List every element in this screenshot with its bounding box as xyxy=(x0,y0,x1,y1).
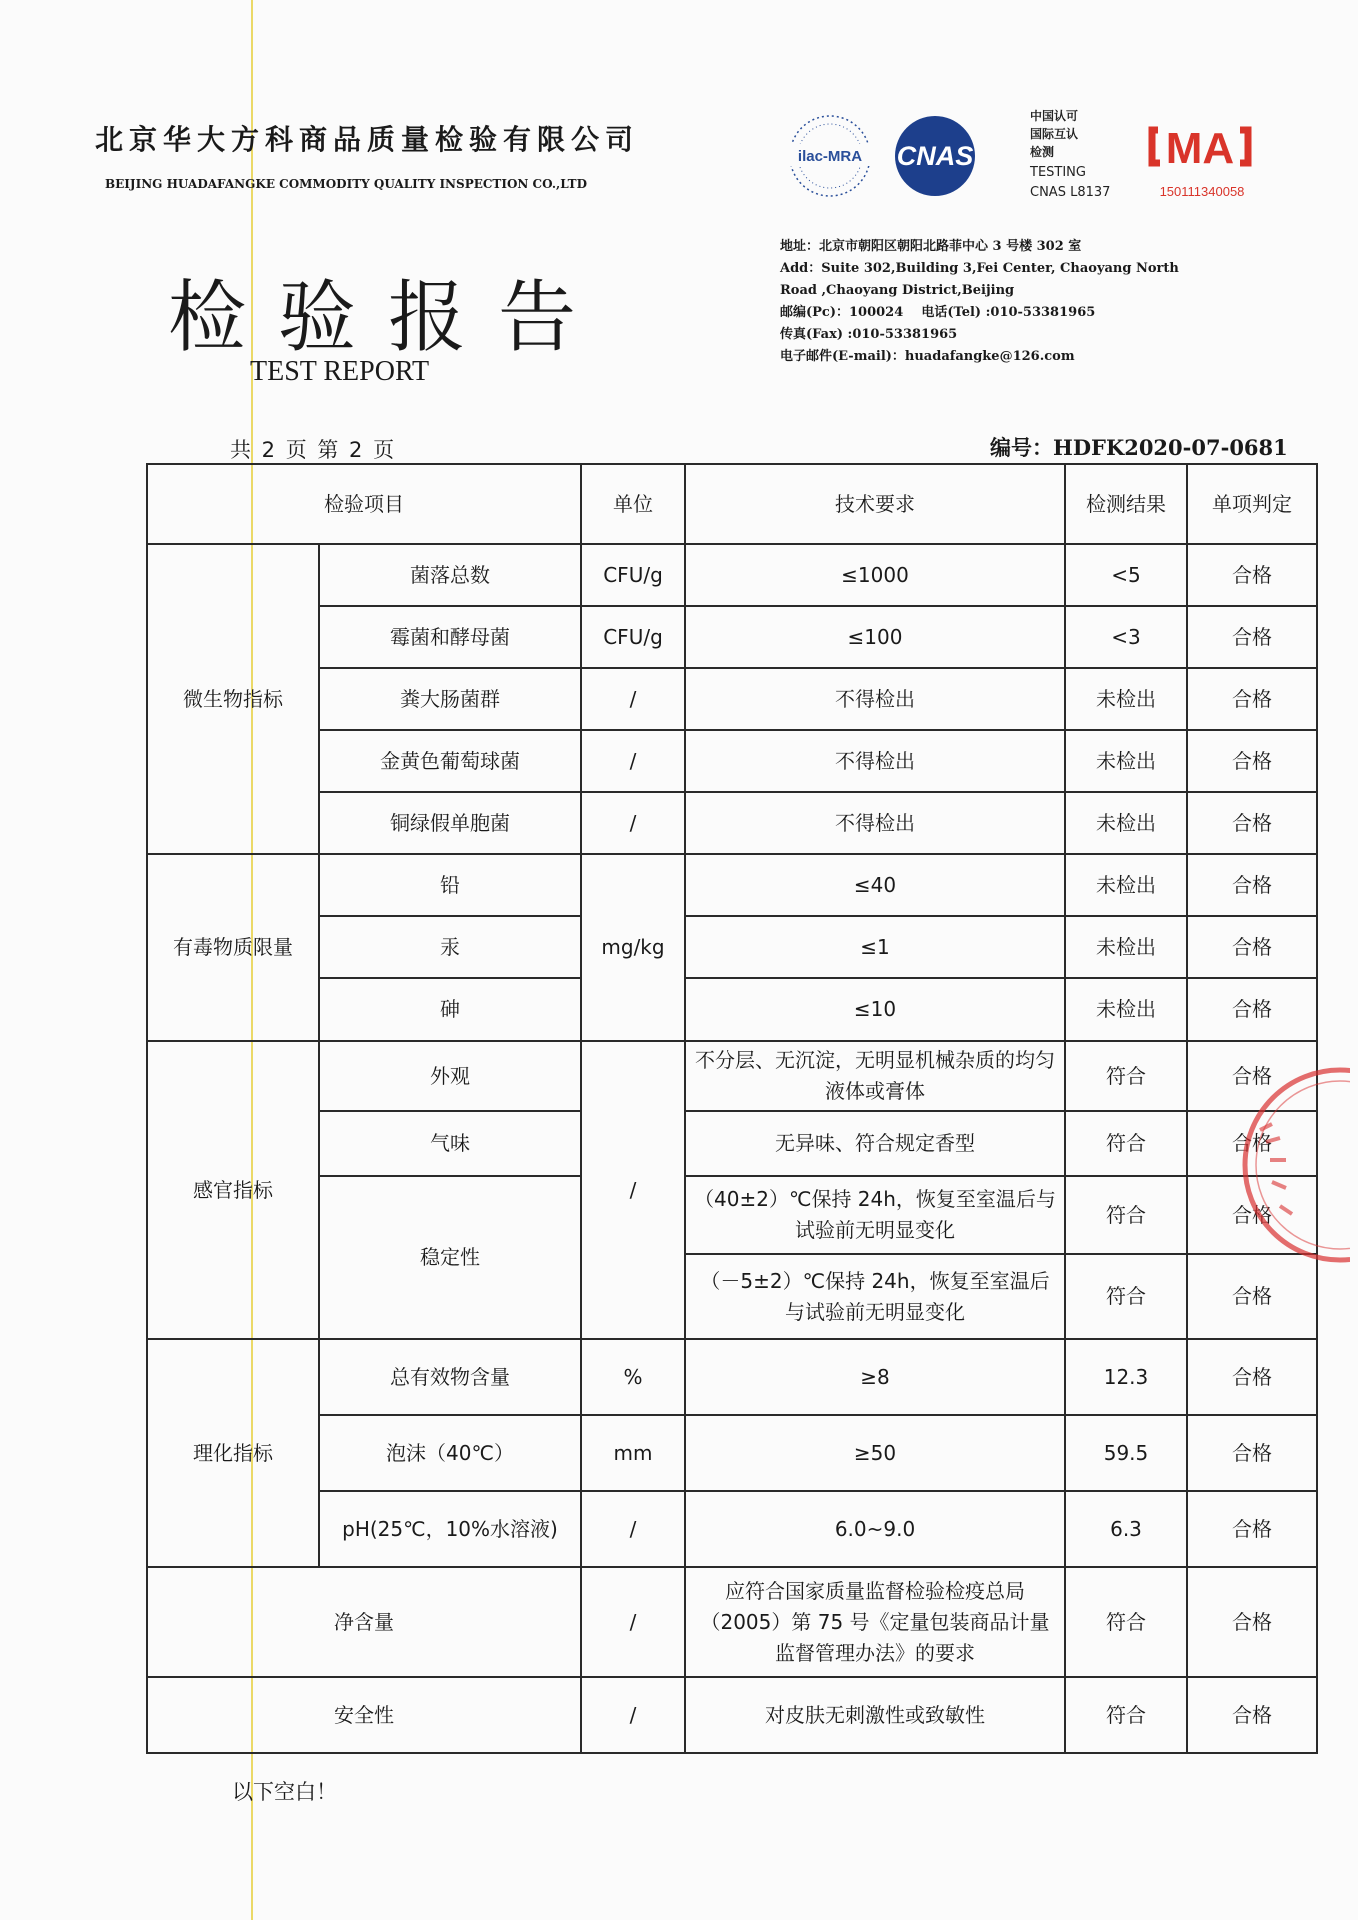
requirement: ≤10 xyxy=(685,978,1065,1041)
table-row xyxy=(147,544,1317,606)
judgement: 合格 xyxy=(1187,1041,1317,1111)
group-physchem: 理化指标 xyxy=(147,1339,319,1567)
item-name: 铅 xyxy=(319,854,581,916)
item-name: 粪大肠菌群 xyxy=(319,668,581,730)
requirement: 无异味、符合规定香型 xyxy=(685,1111,1065,1176)
item-name: pH(25℃，10%水溶液) xyxy=(319,1491,581,1567)
table-row xyxy=(147,1677,1317,1753)
group-microbial: 微生物指标 xyxy=(147,544,319,854)
header-unit: 单位 xyxy=(581,464,685,544)
table-row xyxy=(147,978,1317,1041)
svg-text:CNAS: CNAS xyxy=(896,141,974,171)
unit: / xyxy=(581,1567,685,1677)
address-block xyxy=(780,236,1179,368)
svg-text:TESTING: TESTING xyxy=(1030,165,1086,180)
requirement: ≤100 xyxy=(685,606,1065,668)
judgement: 合格 xyxy=(1187,1491,1317,1567)
item-name: 砷 xyxy=(319,978,581,1041)
judgement: 合格 xyxy=(1187,1254,1317,1339)
table-row xyxy=(147,1176,1317,1254)
table-row xyxy=(147,606,1317,668)
header-requirement: 技术要求 xyxy=(685,464,1065,544)
header-result: 检测结果 xyxy=(1065,464,1187,544)
judgement: 合格 xyxy=(1187,1111,1317,1176)
unit: / xyxy=(581,792,685,854)
svg-text:国际互认: 国际互认 xyxy=(1030,127,1079,141)
item-name: 汞 xyxy=(319,916,581,978)
result: 未检出 xyxy=(1065,792,1187,854)
svg-text:ilac-MRA: ilac-MRA xyxy=(797,148,863,165)
judgement: 合格 xyxy=(1187,730,1317,792)
unit: CFU/g xyxy=(581,544,685,606)
result: 符合 xyxy=(1065,1041,1187,1111)
table-row xyxy=(147,1111,1317,1176)
report-number: 编号：HDFK2020-07-0681 xyxy=(990,435,1288,460)
judgement: 合格 xyxy=(1187,1415,1317,1491)
result: 6.3 xyxy=(1065,1491,1187,1567)
item-name: 金黄色葡萄球菌 xyxy=(319,730,581,792)
item-name: 霉菌和酵母菌 xyxy=(319,606,581,668)
table-row xyxy=(147,1567,1317,1677)
requirement: ≤40 xyxy=(685,854,1065,916)
result: 未检出 xyxy=(1065,668,1187,730)
header-judgement: 单项判定 xyxy=(1187,464,1317,544)
result: 未检出 xyxy=(1065,916,1187,978)
table-row xyxy=(147,1041,1317,1111)
item-name: 泡沫（40℃） xyxy=(319,1415,581,1491)
svg-text:MA: MA xyxy=(1165,124,1235,173)
item-name: 菌落总数 xyxy=(319,544,581,606)
unit: CFU/g xyxy=(581,606,685,668)
result: 符合 xyxy=(1065,1567,1187,1677)
requirement: 不得检出 xyxy=(685,668,1065,730)
unit: mm xyxy=(581,1415,685,1491)
unit: / xyxy=(581,1677,685,1753)
table-row xyxy=(147,854,1317,916)
item-name: 稳定性 xyxy=(319,1176,581,1339)
unit: % xyxy=(581,1339,685,1415)
requirement: （－5±2）℃保持 24h，恢复至室温后与试验前无明显变化 xyxy=(685,1254,1065,1339)
email: 电子邮件(E-mail)：huadafangke@126.com xyxy=(780,349,1075,364)
result: 12.3 xyxy=(1065,1339,1187,1415)
table-row xyxy=(147,916,1317,978)
unit: mg/kg xyxy=(581,854,685,1041)
company-name-en: BEIJING HUADAFANGKE COMMODITY QUALITY INSPECTION CO.,LTD xyxy=(105,177,588,191)
address-cn: 地址：北京市朝阳区朝阳北路菲中心 3 号楼 302 室 xyxy=(780,239,1082,254)
unit: / xyxy=(581,1041,685,1339)
table-row xyxy=(147,1415,1317,1491)
svg-text:中国认可: 中国认可 xyxy=(1030,109,1079,123)
judgement: 合格 xyxy=(1187,544,1317,606)
group-sensory: 感官指标 xyxy=(147,1041,319,1339)
ilac-mra-logo xyxy=(784,116,876,196)
table-row xyxy=(147,668,1317,730)
requirement: ≥8 xyxy=(685,1339,1065,1415)
item-name: 气味 xyxy=(319,1111,581,1176)
group-toxic: 有毒物质限量 xyxy=(147,854,319,1041)
unit: / xyxy=(581,1491,685,1567)
result: 符合 xyxy=(1065,1111,1187,1176)
cma-logo xyxy=(1152,124,1248,199)
company-seal xyxy=(1190,1060,1350,1270)
requirement: 不分层、无沉淀，无明显机械杂质的均匀液体或膏体 xyxy=(685,1041,1065,1111)
svg-text:150111340058: 150111340058 xyxy=(1159,184,1245,199)
item-name: 外观 xyxy=(319,1041,581,1111)
address-en-2: Road ,Chaoyang District,Beijing xyxy=(780,283,1015,298)
result: <5 xyxy=(1065,544,1187,606)
judgement: 合格 xyxy=(1187,854,1317,916)
cnas-text xyxy=(1029,108,1110,200)
item-name: 铜绿假单胞菌 xyxy=(319,792,581,854)
judgement: 合格 xyxy=(1187,1339,1317,1415)
telephone: 电话(Tel) :010-53381965 xyxy=(921,305,1096,320)
company-name-cn: 北京华大方科商品质量检验有限公司 xyxy=(95,123,640,156)
requirement: 对皮肤无刺激性或致敏性 xyxy=(685,1677,1065,1753)
unit: / xyxy=(581,730,685,792)
result: <3 xyxy=(1065,606,1187,668)
judgement: 合格 xyxy=(1187,1176,1317,1254)
judgement: 合格 xyxy=(1187,606,1317,668)
svg-text:CNAS L8137: CNAS L8137 xyxy=(1030,185,1111,200)
result: 未检出 xyxy=(1065,730,1187,792)
judgement: 合格 xyxy=(1187,1567,1317,1677)
requirement: 不得检出 xyxy=(685,792,1065,854)
result: 未检出 xyxy=(1065,854,1187,916)
judgement: 合格 xyxy=(1187,668,1317,730)
cnas-logo xyxy=(895,116,975,196)
judgement: 合格 xyxy=(1187,978,1317,1041)
header-item: 检验项目 xyxy=(147,464,581,544)
table-row xyxy=(147,730,1317,792)
requirement: ≤1 xyxy=(685,916,1065,978)
svg-text:检测: 检测 xyxy=(1030,145,1055,159)
requirement: （40±2）℃保持 24h，恢复至室温后与试验前无明显变化 xyxy=(685,1176,1065,1254)
judgement: 合格 xyxy=(1187,792,1317,854)
judgement: 合格 xyxy=(1187,916,1317,978)
result: 符合 xyxy=(1065,1254,1187,1339)
unit: / xyxy=(581,668,685,730)
item-name: 总有效物含量 xyxy=(319,1339,581,1415)
page-count: 共 2 页 第 2 页 xyxy=(230,438,397,462)
table-row xyxy=(147,1491,1317,1567)
accreditation-logos xyxy=(780,108,1270,208)
requirement: ≤1000 xyxy=(685,544,1065,606)
requirement: 6.0~9.0 xyxy=(685,1491,1065,1567)
requirement: ≥50 xyxy=(685,1415,1065,1491)
report-title-en: TEST REPORT xyxy=(250,356,430,387)
item-name: 安全性 xyxy=(147,1677,581,1753)
postcode: 邮编(Pc)：100024 xyxy=(780,305,904,320)
blank-note: 以下空白！ xyxy=(232,1780,337,1804)
result: 符合 xyxy=(1065,1677,1187,1753)
item-name: 净含量 xyxy=(147,1567,581,1677)
report-title-cn: 检验报告 xyxy=(168,273,609,363)
test-results-table xyxy=(146,463,1318,1754)
result: 59.5 xyxy=(1065,1415,1187,1491)
requirement: 应符合国家质量监督检验检疫总局（2005）第 75 号《定量包装商品计量监督管理办法》的要求 xyxy=(685,1567,1065,1677)
result: 未检出 xyxy=(1065,978,1187,1041)
table-header-row xyxy=(147,464,1317,544)
table-row xyxy=(147,1339,1317,1415)
table-row xyxy=(147,792,1317,854)
judgement: 合格 xyxy=(1187,1677,1317,1753)
requirement: 不得检出 xyxy=(685,730,1065,792)
fax: 传真(Fax) :010-53381965 xyxy=(780,327,958,342)
result: 符合 xyxy=(1065,1176,1187,1254)
address-en-1: Add：Suite 302,Building 3,Fei Center, Chaoyang North xyxy=(780,261,1179,276)
